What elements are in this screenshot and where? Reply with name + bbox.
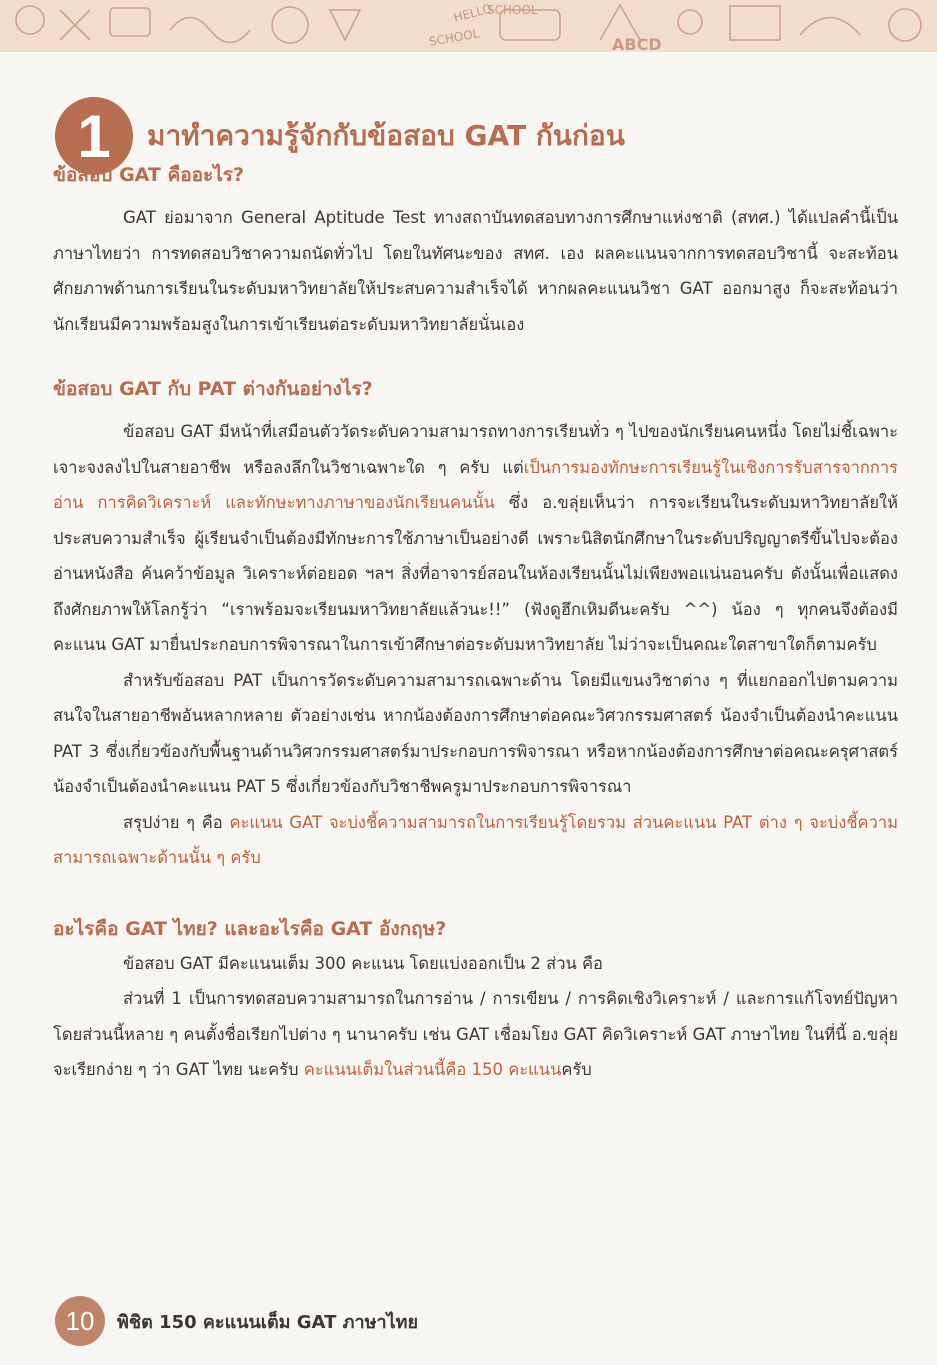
article-content <box>53 158 898 1088</box>
text-run: ส่วนที่ 1 เป็นการทดสอบความสามารถในการอ่าน / การเขียน / การคิดเชิงวิเคราะห์ / และการแก้โจทย์ปัญหา โดยส่วนนี้หลาย ๆ คนตั้งชื่อเรียกไปต่าง ๆ นานาครับ เช่น GAT เชื่อมโยง GAT คิดวิเคราะห์ GAT ภาษาไทย ในที่นี้ อ.ขลุ่ยจะเรียกง่าย ๆ ว่า GAT ไทย นะครับ <box>53 989 898 1079</box>
paragraph-gat-part-1 <box>53 981 898 1088</box>
book-title: พิชิต 150 คะแนนเต็ม GAT ภาษาไทย <box>117 1311 419 1333</box>
doodle-text-school-top: SCHOOL <box>487 3 538 17</box>
decorative-doodle-banner <box>0 0 937 52</box>
text-run: สรุปง่าย ๆ คือ <box>123 812 230 832</box>
doodle-text-abcd: ABCD <box>612 35 662 52</box>
doodle-text-hello: HELLO <box>452 1 494 25</box>
highlighted-text: เป็นการมองทักษะการเรียนรู้ในเชิงการรับสารจากการอ่าน การคิดวิเคราะห์ และทักษะทางภาษาของนักเรียนคนนั้น <box>53 457 898 512</box>
section-title: มาทำความรู้จักกับข้อสอบ GAT กันก่อน <box>147 119 625 152</box>
text-run: ข้อสอบ GAT มีหน้าที่เสมือนตัววัดระดับความสามารถทางการเรียนทั่ว ๆ ไปของนักเรียนคนหนึ่ง โดยไม่ชี้เฉพาะเจาะจงลงไปในสายอาชีพ หรือลงลึกในวิชาเฉพาะใด ๆ ครับ แต่ <box>53 422 898 477</box>
heading-gat-thai-english: อะไรคือ GAT ไทย? และอะไรคือ GAT อังกฤษ? <box>53 917 447 940</box>
heading-gat-vs-pat: ข้อสอบ GAT กับ PAT ต่างกันอย่างไร? <box>53 378 373 400</box>
doodle-pattern <box>0 0 937 52</box>
paragraph-gat-parts-intro: ข้อสอบ GAT มีคะแนนเต็ม 300 คะแนน โดยแบ่งออกเป็น 2 ส่วน คือ <box>123 953 603 973</box>
page-footer <box>55 1296 418 1346</box>
text-run: ครับ <box>561 1060 592 1079</box>
doodle-text-school-bottom: SCHOOL <box>428 26 481 49</box>
paragraph-gat-vs-pat-2: สำหรับข้อสอบ PAT เป็นการวัดระดับความสามารถเฉพาะด้าน โดยมีแขนงวิชาต่าง ๆ ที่แยกออกไปตามความสนใจในสายอาชีพอันหลากหลาย ตัวอย่างเช่น หากน้องต้องการศึกษาต่อคณะวิศวกรรมศาสตร์ น้องจำเป็นต้องนำคะแนน PAT 3 ซึ่งเกี่ยวข้องกับพื้นฐานด้านวิศวกรรมศาสตร์มาประกอบการพิจารณา หรือหากน้องต้องการศึกษาต่อคณะครุศาสตร์ น้องจำเป็นต้องนำคะแนน PAT 5 ซึ่งเกี่ยวข้องกับวิชาชีพครูมาประกอบการพิจารณา <box>53 670 898 796</box>
highlighted-text: คะแนนเต็มในส่วนนี้คือ 150 คะแนน <box>303 1060 562 1079</box>
paragraph-gat-vs-pat-summary <box>53 805 898 876</box>
section-number-badge: 1 <box>55 97 133 175</box>
heading-what-is-gat: ข้อสอบ GAT คืออะไร? <box>53 164 245 186</box>
paragraph-gat-vs-pat-1 <box>53 414 898 663</box>
highlighted-text: คะแนน GAT จะบ่งชี้ความสามารถในการเรียนรู้โดยรวม ส่วนคะแนน PAT ต่าง ๆ จะบ่งชี้ความสามารถเฉพาะด้านนั้น ๆ ครับ <box>53 812 898 867</box>
text-run: ซึ่ง อ.ขลุ่ยเห็นว่า การจะเรียนในระดับมหาวิทยาลัยให้ประสบความสำเร็จ ผู้เรียนจำเป็นต้องมีทักษะการใช้ภาษาเป็นอย่างดี เพราะนิสิตนักศึกษาในระดับปริญญาตรีขึ้นไปจะต้องอ่านหนังสือ ค้นคว้าข้อมูล วิเคราะห์ต่อยอด ฯลฯ สิ่งที่อาจารย์สอนในห้องเรียนนั้นไม่เพียงพอแน่นอนครับ ดังนั้นเพื่อแสดงถึงศักยภาพให้โลกรู้ว่า “เราพร้อมจะเรียนมหาวิทยาลัยแล้วนะ!!” (ฟังดูฮึกเหิมดีนะครับ ^^) น้อง ๆ ทุกคนจึงต้องมีคะแนน GAT มายื่นประกอบการพิจารณาในการเข้าศึกษาต่อระดับมหาวิทยาลัย ไม่ว่าจะเป็นคณะใดสาขาใดก็ตามครับ <box>53 493 898 654</box>
paragraph-what-is-gat: GAT ย่อมาจาก General Aptitude Test ทางสถาบันทดสอบทางการศึกษาแห่งชาติ (สทศ.) ได้แปลคำนี้เป็นภาษาไทยว่า การทดสอบวิชาความถนัดทั่วไป โดยในทัศนะของ สทศ. เอง ผลคะแนนจากการทดสอบวิชานี้ จะสะท้อนศักยภาพด้านการเรียนในระดับมหาวิทยาลัยให้ประสบความสำเร็จได้ หากผลคะแนนวิชา GAT ออกมาสูง ก็จะสะท้อนว่านักเรียนมีความพร้อมสูงในการเข้าเรียนต่อระดับมหาวิทยาลัยนั่นเอง <box>53 208 898 334</box>
page-number-badge: 10 <box>55 1296 105 1346</box>
